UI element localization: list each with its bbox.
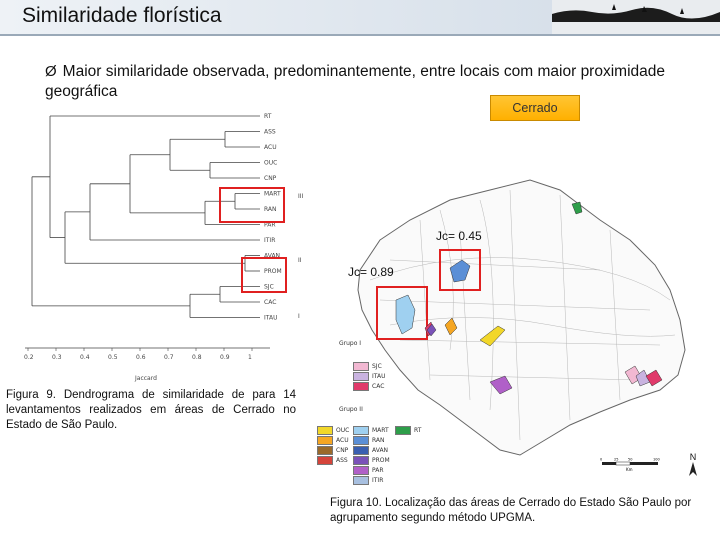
dendrogram-leaf-labels <box>264 113 282 322</box>
axis-tick-label: 0.3 <box>52 354 62 361</box>
legend-group2-title: Grupo II <box>339 406 363 413</box>
scale-tick: 0 <box>600 458 603 462</box>
group-label-iii: III <box>298 193 304 200</box>
axis-tick-label: 0.2 <box>24 354 34 361</box>
legend-swatch <box>353 446 369 455</box>
scale-tick: 100 <box>653 458 660 462</box>
figure-9-caption: Figura 9. Dendrograma de similaridade de para 14 levantamentos realizados em áreas de Cerrado no Estado de São Paulo. <box>6 389 296 431</box>
legend-swatch <box>317 456 333 465</box>
legend-swatch <box>317 446 333 455</box>
slide-title: Similaridade florística <box>22 4 222 27</box>
legend-item-itau: ITAU <box>353 372 385 381</box>
dendrogram-leaf-ran: RAN <box>264 206 277 213</box>
legend-item-rt: RT <box>395 426 421 435</box>
legend-swatch <box>353 426 369 435</box>
legend-item-par: PAR <box>353 466 384 475</box>
group-label-i: I <box>298 313 300 320</box>
axis-tick-label: 0.4 <box>80 354 90 361</box>
bullet-text: Maior similaridade observada, predominantemente, entre locais com maior proximidade geográfica <box>45 63 665 100</box>
legend-item-sjc: SJC <box>353 362 382 371</box>
legend-swatch <box>353 372 369 381</box>
dendrogram-axis-label: Jaccard <box>135 375 157 382</box>
north-label: N <box>689 452 697 462</box>
landscape-photo <box>552 0 720 34</box>
legend-item-acu: ACU <box>317 436 349 445</box>
legend-swatch <box>353 456 369 465</box>
figure-10-caption: Figura 10. Localização das áreas de Cerrado do Estado São Paulo por agrupamento segundo método UPGMA. <box>330 497 692 524</box>
dendrogram-leaf-acu: ACU <box>264 144 277 151</box>
dendrogram-leaf-rt: RT <box>264 113 272 120</box>
dendrogram-leaf-itir: ITIR <box>264 237 276 244</box>
legend-swatch <box>353 362 369 371</box>
north-arrow <box>688 452 698 478</box>
legend-swatch <box>317 426 333 435</box>
legend-item-avan: AVAN <box>353 446 388 455</box>
axis-tick-label: 0.9 <box>220 354 230 361</box>
scale-tick: 25 <box>614 458 619 462</box>
legend-swatch <box>395 426 411 435</box>
dendrogram-axis-ticks <box>24 348 252 361</box>
north-arrow-icon <box>688 462 698 476</box>
dendrogram-leaf-par: PAR <box>264 221 276 229</box>
legend-swatch <box>353 476 369 485</box>
legend-item-cnp: CNP <box>317 446 348 455</box>
axis-tick-label: 0.5 <box>108 354 118 361</box>
scale-tick: 50 <box>628 458 633 462</box>
dendrogram-leaf-ass: ASS <box>264 128 276 136</box>
dendrogram <box>20 108 310 388</box>
dendrogram-leaf-ouc: OUC <box>264 159 278 167</box>
axis-tick-label: 0.6 <box>136 354 146 361</box>
axis-tick-label: 0.7 <box>164 354 174 361</box>
legend-swatch <box>317 436 333 445</box>
dendrogram-leaf-prom: PROM <box>264 268 282 275</box>
legend-item-ouc: OUC <box>317 426 349 435</box>
dendrogram-leaf-itau: ITAU <box>264 314 278 322</box>
cerrado-badge: Cerrado <box>490 95 580 121</box>
legend-item-prom: PROM <box>353 456 390 465</box>
legend-swatch <box>353 436 369 445</box>
legend-group1-title: Grupo I <box>339 340 362 347</box>
dendrogram-leaf-cac: CAC <box>264 299 277 306</box>
arrow-bullet-icon: Ø <box>45 63 57 80</box>
dendrogram-branches <box>32 116 260 318</box>
legend-item-cac: CAC <box>353 382 384 391</box>
slide-header <box>0 0 720 36</box>
axis-tick-label: 0.8 <box>192 354 202 361</box>
jc-label-lower: Jc= 0.89 <box>348 265 394 279</box>
legend-item-itir: ITIR <box>353 476 383 485</box>
scale-bar <box>600 458 660 478</box>
axis-tick-label: 1 <box>248 354 252 361</box>
jc-label-upper: Jc= 0.45 <box>436 229 482 243</box>
dendrogram-leaf-sjc: SJC <box>264 283 274 291</box>
legend-swatch <box>353 382 369 391</box>
dendrogram-leaf-cnp: CNP <box>264 175 277 182</box>
legend-item-mart: MART <box>353 426 389 435</box>
dendrogram-leaf-mart: MART <box>264 190 281 198</box>
group-label-ii: II <box>298 257 302 264</box>
legend-swatch <box>353 466 369 475</box>
scale-unit: Km <box>626 467 633 472</box>
legend-item-ass: ASS <box>317 456 348 465</box>
legend-item-ran: RAN <box>353 436 385 445</box>
dendrogram-leaf-avan: AVAN <box>264 252 281 260</box>
